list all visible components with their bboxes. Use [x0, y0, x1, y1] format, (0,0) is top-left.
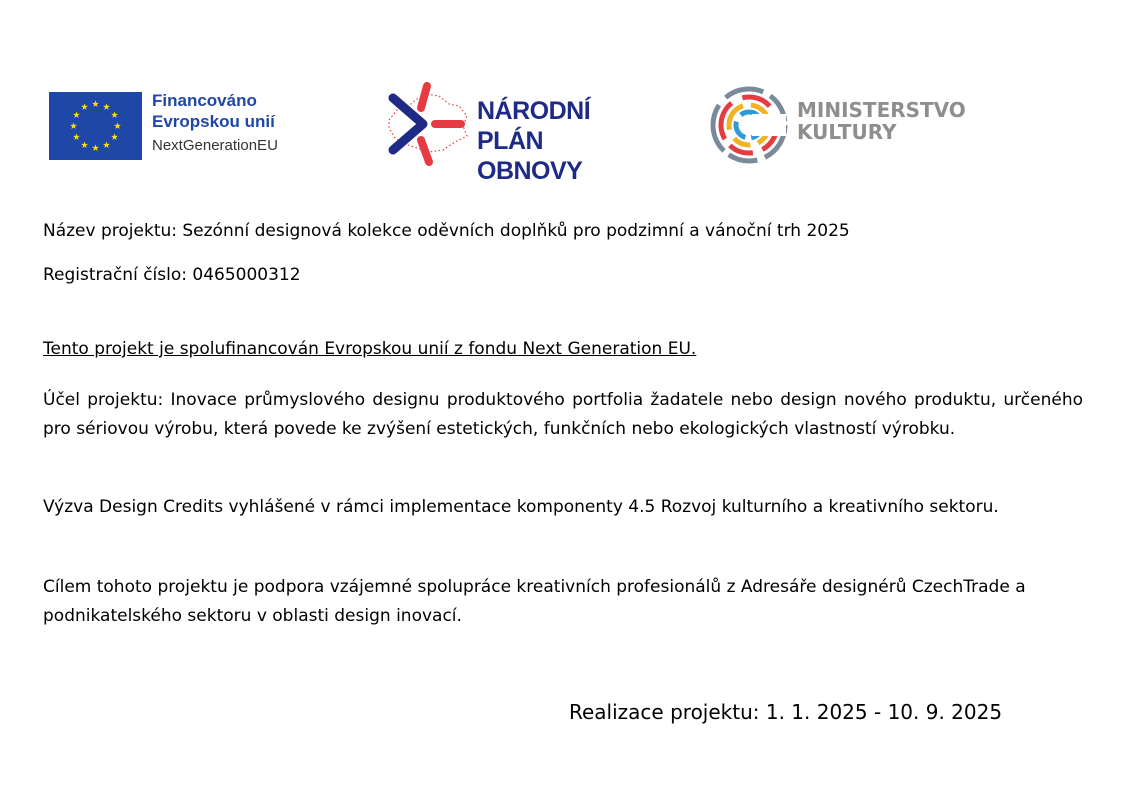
eu-logo-line1: Financováno	[152, 91, 257, 110]
npo-logo	[383, 80, 653, 185]
eu-logo-line2: Evropskou unií	[152, 112, 275, 131]
ministry-logo-text	[797, 99, 966, 143]
ministry-of-culture-logo	[708, 84, 968, 168]
eu-flag-icon	[49, 92, 142, 160]
registration-number: Registrační číslo: 0465000312	[43, 265, 301, 285]
logo-bar	[0, 0, 1123, 200]
npo-logo-line1: NÁRODNÍ	[477, 97, 591, 125]
project-name: Název projektu: Sezónní designová kolekce oděvních doplňků pro podzimní a vánoční trh 2025	[43, 221, 850, 241]
ministry-logo-line2: KULTURY	[797, 120, 897, 144]
funding-statement: Tento projekt je spolufinancován Evropskou unií z fondu Next Generation EU.	[43, 339, 697, 359]
ministry-logo-line1: MINISTERSTVO	[797, 98, 966, 122]
eu-logo-line3: NextGenerationEU	[152, 137, 278, 154]
project-purpose: Účel projektu: Inovace průmyslového designu produktového portfolia žadatele nebo design nového produktu, určeného pro sériovou výrobu, která povede ke zvýšení estetických, funkčních nebo ekologických vlastností výrobku.	[43, 390, 1083, 439]
design-credits-call: Výzva Design Credits vyhlášené v rámci implementace komponenty 4.5 Rozvoj kulturního a kreativního sektoru.	[43, 497, 999, 517]
ministry-circle-icon	[708, 84, 790, 166]
npo-mark-icon	[383, 80, 473, 170]
project-realization-period: Realizace projektu: 1. 1. 2025 - 10. 9. 2025	[569, 700, 1003, 724]
eu-funding-logo	[49, 90, 309, 164]
npo-logo-line2: PLÁN OBNOVY	[477, 127, 583, 185]
project-goal: Cílem tohoto projektu je podpora vzájemné spolupráce kreativních profesionálů z Adresáře designérů CzechTrade a podnikatelského sektoru v oblasti design inovací.	[43, 577, 1026, 626]
eu-logo-text	[152, 90, 278, 156]
npo-logo-text	[477, 96, 653, 186]
